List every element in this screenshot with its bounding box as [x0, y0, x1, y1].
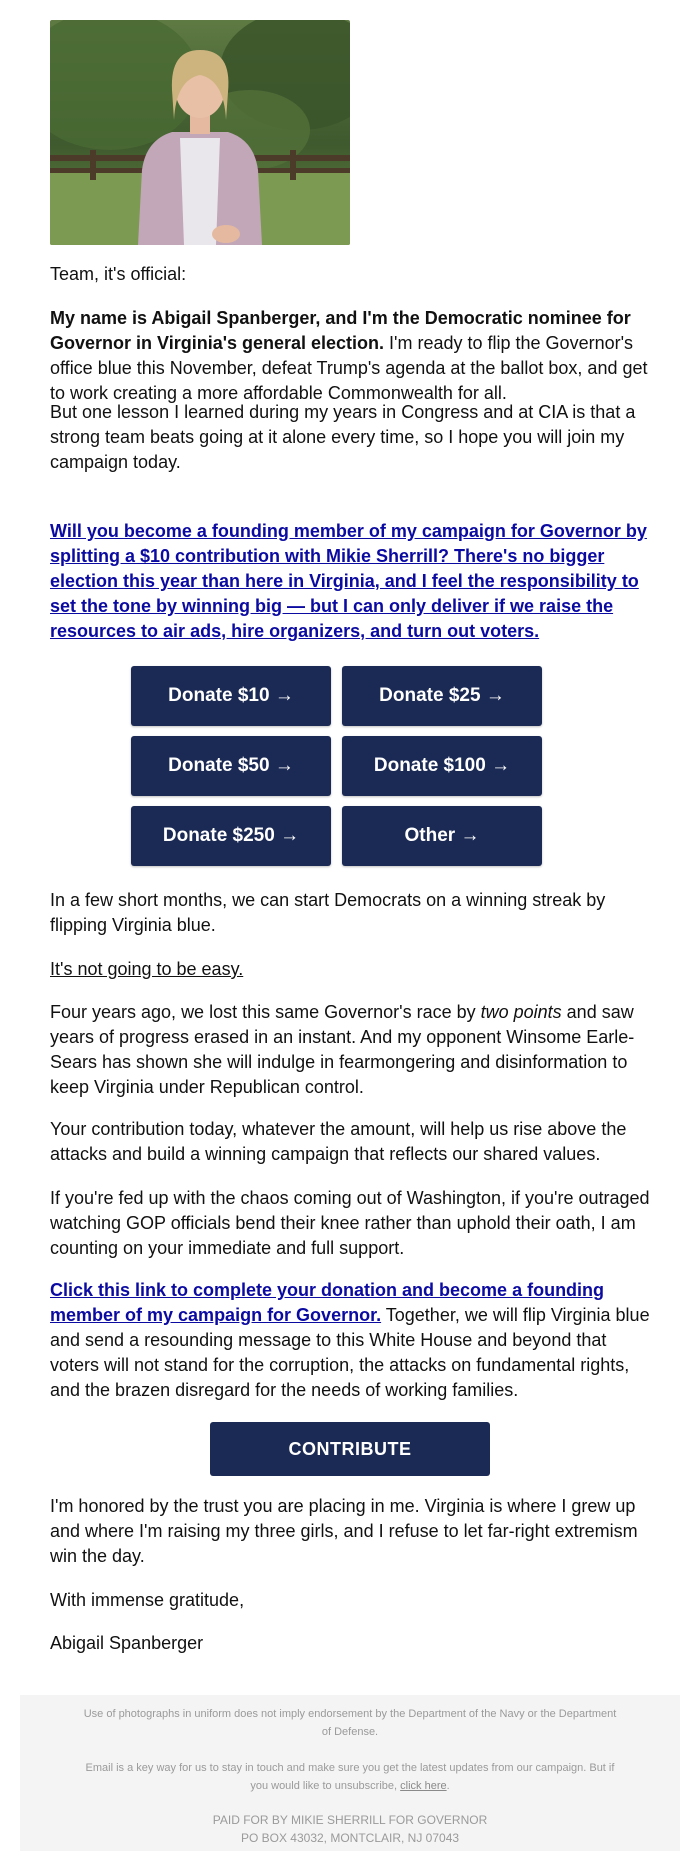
not-easy-text: It's not going to be easy.: [50, 959, 244, 979]
footer-email-text: Email is a key way for us to stay in touch and make sure you get the latest updates from our campaign. But if you would like to unsubscribe,: [85, 1762, 615, 1792]
greeting: [50, 262, 650, 287]
donate-250-button[interactable]: Donate $250 →: [131, 806, 331, 866]
donate-25-button[interactable]: Donate $25 →: [342, 666, 542, 726]
fed-up-paragraph: [50, 1186, 650, 1261]
candidate-photo-image: [50, 20, 350, 245]
donate-100-button[interactable]: Donate $100 →: [342, 736, 542, 796]
footer: [20, 1695, 680, 1851]
complete-donation-link[interactable]: Click this link to complete your donation and become a founding member of my campaign for Governor.: [50, 1280, 605, 1325]
fed-up-text: If you're fed up with the chaos coming out of Washington, if you're outraged watching GOP officials bend their knee rather than uphold their oath, I am counting on your immediate and full support.: [50, 1188, 650, 1258]
footer-paid-for: [80, 1811, 620, 1847]
not-easy-paragraph: [50, 957, 650, 982]
ask-paragraph: [50, 519, 650, 644]
click-rest-text: Together, we will flip Virginia blue and send a resounding message to this White House and beyond that voters will not stand for the corruption, the attacks on fundamental rights, and the brazen disregard for the needs of working families.: [50, 1305, 650, 1400]
honored-text: I'm honored by the trust you are placing in me. Virginia is where I grew up and where I'm raising my three girls, and I refuse to let far-right extremism win the day.: [50, 1496, 638, 1566]
signoff-text: With immense gratitude,: [50, 1590, 245, 1610]
address-text: PO BOX 43032, MONTCLAIR, NJ 07043: [240, 1831, 460, 1845]
contribution-paragraph: [50, 1117, 650, 1167]
two-points-emphasis: two points: [480, 1002, 562, 1022]
contribute-button[interactable]: CONTRIBUTE: [210, 1422, 490, 1476]
honored-paragraph: [50, 1494, 650, 1569]
click-paragraph: [50, 1278, 650, 1403]
four-years-paragraph: [50, 1000, 650, 1100]
lesson-paragraph: [50, 400, 650, 475]
donate-other-button[interactable]: Other →: [342, 806, 542, 866]
lesson-text: But one lesson I learned during my years in Congress and at CIA is that a strong team beats going at it alone every time, so I hope you will join my campaign today.: [50, 402, 636, 472]
signature: [50, 1631, 650, 1656]
intro-bold-text: My name is Abigail Spanberger, and I'm the Democratic nominee for Governor in Virginia's general election.: [50, 308, 631, 353]
greeting-text: Team, it's official:: [50, 264, 187, 284]
donate-50-button[interactable]: Donate $50 →: [131, 736, 331, 796]
four-years-text-a: Four years ago, we lost this same Governor's race by: [50, 1002, 481, 1022]
streak-paragraph: [50, 888, 650, 938]
paid-for-text: PAID FOR BY MIKIE SHERRILL FOR GOVERNOR: [212, 1813, 488, 1827]
intro-paragraph: [50, 306, 650, 406]
signature-text: Abigail Spanberger: [50, 1633, 204, 1653]
candidate-photo: [50, 20, 350, 245]
intro-text: I'm ready to flip the Governor's office blue this November, defeat Trump's agenda at the ballot box, and get to work creating a more affordable Commonwealth for all.: [50, 333, 648, 403]
footer-email-note: Email is a key way for us to stay in touch and make sure you get the latest updates from our campaign. But if you would like to unsubscribe, click here.: [85, 1762, 615, 1792]
streak-text: In a few short months, we can start Democrats on a winning streak by flipping Virginia blue.: [50, 890, 606, 935]
founding-member-link[interactable]: Will you become a founding member of my campaign for Governor by splitting a $10 contribution with Mikie Sherrill? There's no bigger election this year than here in Virginia, and I feel the responsibility to set the tone by winning big — but I can only deliver if we raise the resources to air ads, hire organizers, and turn out voters.: [50, 521, 647, 641]
donate-10-button[interactable]: Donate $10 →: [131, 666, 331, 726]
contribution-text: Your contribution today, whatever the amount, will help us rise above the attacks and build a winning campaign that reflects our shared values.: [50, 1119, 627, 1164]
four-years-text-b: and saw years of progress erased in an instant. And my opponent Winsome Earle-Sears has shown she will indulge in fearmongering and disinformation to keep Virginia under Republican control.: [50, 1002, 635, 1097]
unsubscribe-link[interactable]: click here: [400, 1780, 447, 1792]
footer-disclaimer: Use of photographs in uniform does not imply endorsement by the Department of the Navy or the Department of Defense.: [83, 1708, 617, 1738]
signoff: [50, 1588, 650, 1613]
